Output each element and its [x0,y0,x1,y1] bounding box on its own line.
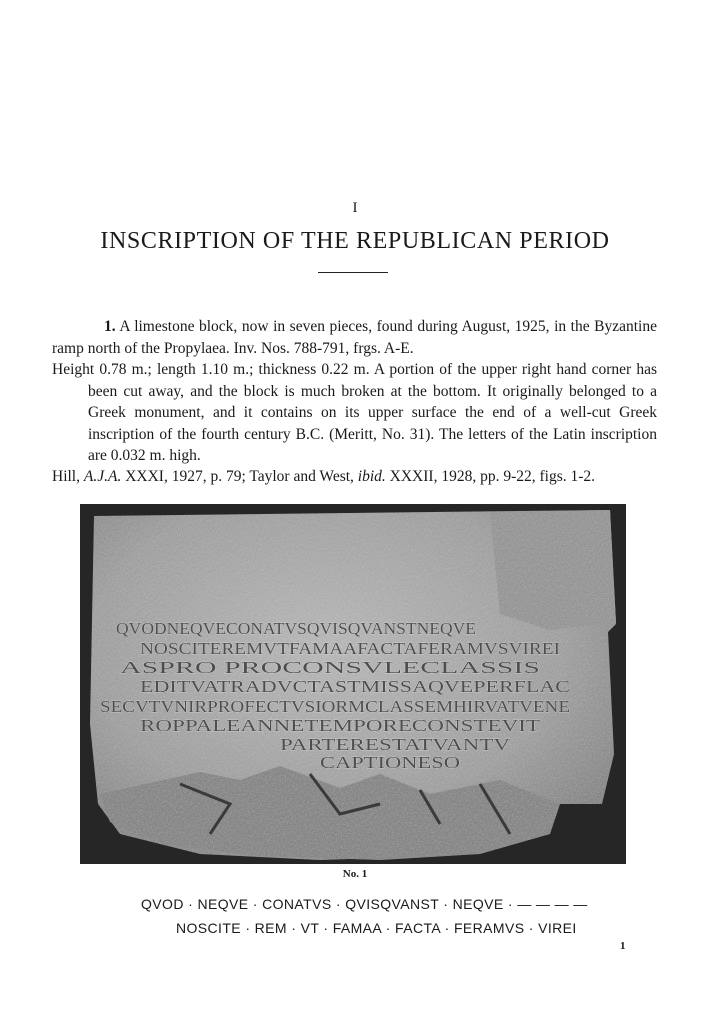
bib-journal: A.J.A. [83,468,122,485]
inscription-line-2: NOSCITEREMVTFAMAAFACTAFERAMVSVIREI [140,639,561,658]
transcription-line-2: NOSCITE · REM · VT · FAMAA · FACTA · FERAMVS · VIREI [176,920,577,936]
page-number: 1 [620,940,626,952]
bib-ibid: ibid. [357,468,386,485]
page-title: INSCRIPTION OF THE REPUBLICAN PERIOD [100,228,610,254]
entry-intro-paragraph [52,316,657,359]
section-numeral: I [352,200,358,216]
figure-caption: No. 1 [342,868,368,880]
inscription-line-3: ASPRO PROCONSVLECLASSIS [120,658,540,677]
inscription-line-6: ROPPALEANNETEMPORECONSTEVIT [140,716,541,735]
upper-right-break [490,510,616,630]
inscription-line-8: CAPTIONESO [320,753,460,772]
bib-part-c: XXXII, 1928, pp. 9-22, figs. 1-2. [385,468,596,485]
entry-number: 1. [104,318,116,335]
title-rule [318,272,388,273]
inscription-line-7: PARTERESTATVANTV [280,735,511,754]
bib-part-a: Hill, [52,468,84,485]
transcription-line-1: QVOD · NEQVE · CONATVS · QVISQVANST · NEQVE · — — — — [141,896,588,912]
bib-part-b: XXXI, 1927, p. 79; Taylor and West, [121,468,358,485]
entry-intro-text: A limestone block, now in seven pieces, found during August, 1925, in the Byzantine ramp north of the Propylaea. Inv. Nos. 788-791, frgs. A-E. [52,318,657,357]
inscription-line-1: QVODNEQVECONATVSQVISQVANSTNEQVE [116,619,476,638]
entry-dimensions-paragraph: Height 0.78 m.; length 1.10 m.; thickness 0.22 m. A portion of the upper right hand corner has been cut away, and the block is much broken at the bottom. It originally belonged to a Greek monument, and it contains on its upper surface the end of a well-cut Greek inscription of the fourth century B.C. (Meritt, No. 31). The letters of the Latin inscription are 0.032 m. high. [52,361,657,464]
inscription-line-4: EDITVATRADVCTASTMISSAQVEPERFLAC [140,677,570,696]
inscription-line-5: SECVTVNIRPROFECTVSIORMCLASSEMHIRVATVENE [100,697,570,716]
bibliography-paragraph [52,466,657,488]
inscription-photograph [80,504,626,864]
